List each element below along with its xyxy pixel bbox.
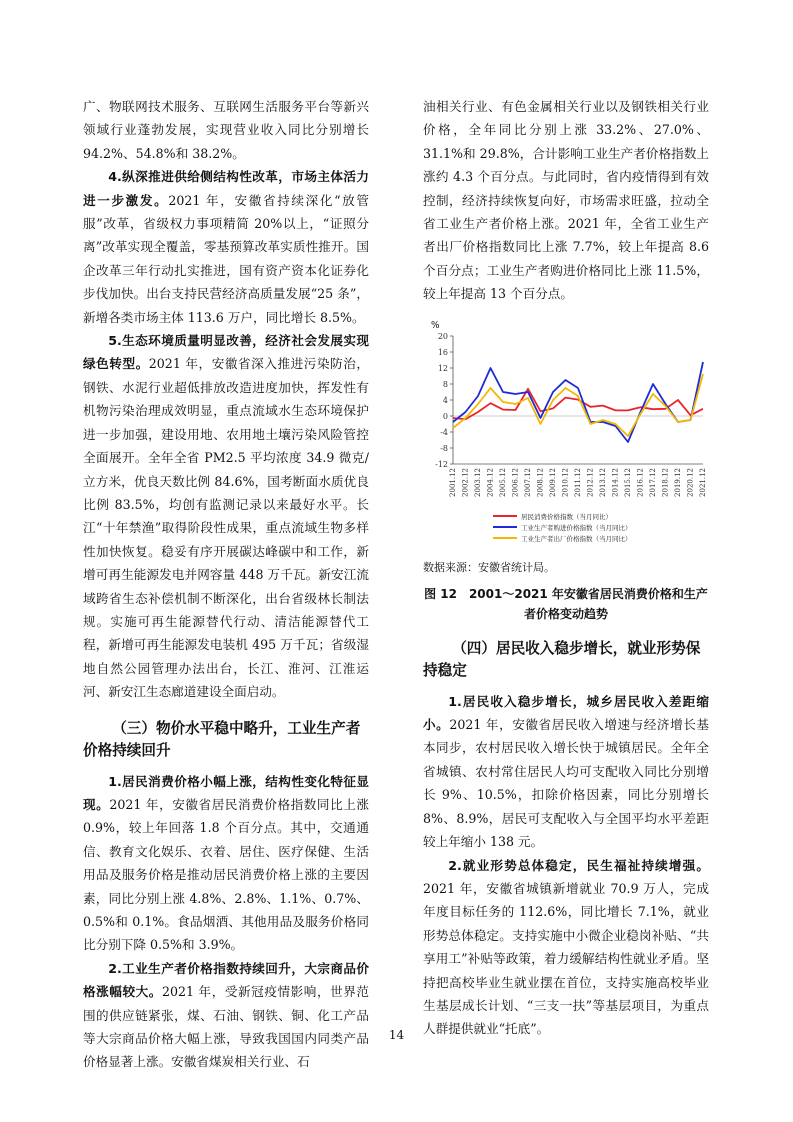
section-heading: （三）物价水平稳中略升，工业生产者价格持续回升	[83, 719, 361, 759]
x-axis-labels	[449, 468, 707, 497]
x-tick-label: 2021.12	[699, 467, 707, 497]
y-tick-label: -4	[440, 427, 448, 437]
x-tick-label: 2020.12	[686, 467, 695, 497]
x-tick-label: 2017.12	[649, 467, 657, 497]
paragraph: 4.纵深推进供给侧结构性改革，市场主体活力进一步激发。2021 年，安徽省持续深化“放管服”改革，省级权力事项精简 20%以上，“证照分离”改革实现全覆盖，零基预算改革实质性推开。国企改革三年行动扎实推进，国有资产资本化证券化步伐加快。出台支持民营经济高质量发展“25 条”，新增各类市场主体 113.6 万户，同比增长 8.5%。	[83, 169, 370, 325]
x-tick-label: 2010.12	[561, 467, 570, 497]
y-tick-label: -12	[435, 459, 448, 469]
paragraph: 2.就业形势总体稳定，民生福祉持续增强。2021 年，安徽省城镇新增就业 70.9 万人，完成年度目标任务的 112.6%，同比增长 7.1%，就业形势总体稳定。支持实施中小微企业稳岗补贴、“共享用工”补贴等政策，着力缓解结构性就业矛盾。坚持把高校毕业生就业摆在首位，支持实施高校毕业生基层成长计划、“三支一扶”等基层项目，为重点人群提供就业“托底”。	[423, 857, 709, 1037]
x-tick-label: 2014.12	[611, 467, 620, 497]
paragraph: 2.工业生产者价格指数持续回升，大宗商品价格涨幅较大。2021 年，受新冠疫情影响，世界范围的供应链紧张，煤、石油、钢铁、铜、化工产品等大宗商品价格大幅上涨，导致我国国内同类产品价格显著上涨。安徽省煤炭相关行业、石	[83, 960, 370, 1070]
paragraph-heading: 2.就业形势总体稳定，民生福祉持续增强。	[448, 857, 709, 873]
section-heading: （四）居民收入稳步增长，就业形势保持稳定	[423, 639, 701, 679]
x-tick-label: 2003.12	[474, 467, 482, 497]
x-tick-label: 2006.12	[511, 467, 520, 497]
paragraph: 5.生态环境质量明显改善，经济社会发展实现绿色转型。2021 年，安徽省深入推进污染防治，钢铁、水泥行业超低排放改造进度加快，挥发性有机物污染治理成效明显，重点流域水生态环境保护进一步加强，建设用地、农用地土壤污染风险管控全面展开。全年全省 PM2.5 平均浓度 34.9 微克/立方米，优良天数比例 84.6%，国考断面水质优良比例 83.5%，均创有监测记录以来最好水平。长江“十年禁渔”取得阶段性成果，重点流域生物多样性加快恢复。稳妥有序开展碳达峰碳中和工作，新增可再生能源发电并网容量 448 万千瓦。新安江流域跨省生态补偿机制不断深化，出台省级林长制法规。实施可再生能源替代行动、清洁能源替代工程，新增可再生能源发电装机 495 万千瓦；省级湿地自然公园管理办法出台，长江、淮河、江淮运河、新安江生态廊道建设全面启动。	[83, 333, 369, 700]
x-tick-label: 2018.12	[661, 467, 670, 497]
x-tick-label: 2001.12	[449, 467, 457, 497]
legend-label: 工业生产者购进价格指数（当月同比）	[521, 523, 632, 532]
paragraph-heading: 1.居民消费价格小幅上涨，结构性变化特征显现。	[83, 773, 369, 812]
x-tick-label: 2007.12	[524, 467, 532, 497]
series-line	[453, 374, 703, 436]
y-tick-label: 16	[437, 347, 448, 357]
page-number: 14	[388, 1028, 405, 1042]
right-column	[423, 95, 709, 1041]
y-axis-unit: %	[431, 320, 440, 331]
left-column	[83, 95, 369, 1074]
y-tick-label: 0	[442, 411, 448, 421]
y-tick-label: 20	[437, 331, 448, 341]
x-tick-label: 2009.12	[549, 467, 557, 497]
paragraph: 广、物联网技术服务、互联网生活服务平台等新兴领域行业蓬勃发展，实现营业收入同比分别增长 94.2%、54.8%和 38.2%。	[83, 99, 369, 161]
x-tick-label: 2012.12	[586, 467, 595, 497]
series-line	[453, 362, 703, 442]
chart-legend	[493, 512, 632, 543]
figure-source: 数据来源：安徽省统计局。	[423, 560, 555, 574]
x-tick-label: 2015.12	[624, 467, 632, 497]
x-tick-label: 2005.12	[499, 467, 507, 497]
x-tick-label: 2011.12	[574, 467, 582, 497]
x-tick-label: 2013.12	[599, 467, 607, 497]
chart-svg	[423, 314, 709, 554]
paragraph-heading: 5.生态环境质量明显改善，经济社会发展实现绿色转型。	[83, 333, 369, 372]
x-tick-label: 2008.12	[536, 467, 545, 497]
x-tick-label: 2002.12	[461, 467, 470, 497]
x-tick-label: 2004.12	[486, 467, 495, 497]
y-tick-label: 8	[442, 379, 448, 389]
legend-label: 居民消费价格指数（当月同比）	[521, 512, 612, 521]
y-tick-label: -8	[440, 443, 448, 453]
chart-series	[453, 362, 703, 442]
paragraph-heading: 1.居民收入稳步增长，城乡居民收入差距缩小。	[423, 693, 709, 733]
y-tick-label: 4	[442, 395, 448, 405]
y-tick-label: 12	[437, 363, 448, 373]
paragraph: 1.居民消费价格小幅上涨，结构性变化特征显现。2021 年，安徽省居民消费价格指数同比上涨 0.9%，较上年回落 1.8 个百分点。其中，交通通信、教育文化娱乐、衣着、居住、医疗保健、生活用品及服务价格是推动居民消费价格上涨的主要因素，同比分别上涨 4.8%、2.8%、1.1%、0.7%、0.5%和 0.1%。食品烟酒、其他用品及服务价格同比分别下降 0.5%和 3.9%。	[83, 773, 369, 953]
legend-label: 工业生产者出厂价格指数（当月同比）	[521, 534, 632, 543]
paragraph-heading: 4.纵深推进供给侧结构性改革，市场主体活力进一步激发。	[83, 169, 369, 208]
paragraph-heading: 2.工业生产者价格指数持续回升，大宗商品价格涨幅较大。	[83, 960, 369, 1000]
x-tick-label: 2016.12	[636, 467, 645, 497]
paragraph: 1.居民收入稳步增长，城乡居民收入差距缩小。2021 年，安徽省居民收入增速与经济增长基本同步，农村居民收入增长快于城镇居民。全年全省城镇、农村常住居民人均可支配收入同比分别增长 9%、10.5%，扣除价格因素，同比分别增长 8%、8.9%，居民可支配收入与全国平均水平差距较上年缩小 138 元。	[423, 693, 709, 850]
price-trend-chart	[423, 314, 709, 554]
figure-caption: 图 12 2001～2021 年安徽省居民消费价格和生产者价格变动趋势	[424, 586, 708, 621]
x-tick-label: 2019.12	[674, 467, 682, 497]
paragraph: 油相关行业、有色金属相关行业以及钢铁相关行业价格，全年同比分别上涨 33.2%、27.0%、31.1%和 29.8%，合计影响工业生产者价格指数上涨约 4.3 个百分点。与此同时，省内疫情得到有效控制，经济持续恢复向好，市场需求旺盛，拉动全省工业生产者价格上涨。2021 年，全省工业生产者出厂价格指数同比上涨 7.7%，较上年提高 8.6 个百分点；工业生产者购进价格同比上涨 11.5%，较上年提高 13 个百分点。	[423, 99, 709, 302]
